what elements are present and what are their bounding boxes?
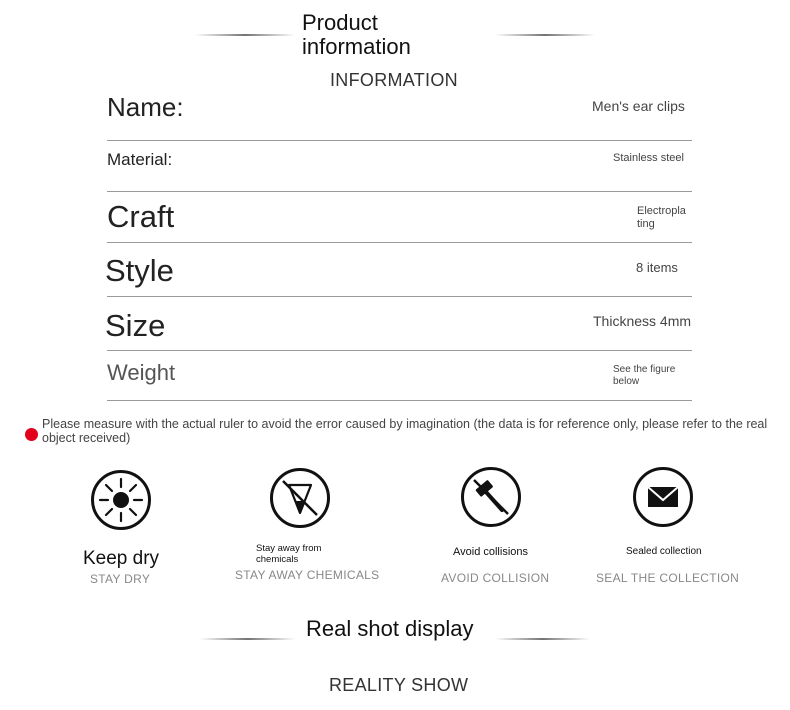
spec-divider [107,140,692,141]
note-dot [25,428,38,441]
spec-divider [107,242,692,243]
footer-left-line [200,638,295,640]
no-hammer-icon [461,467,521,527]
footer-right-line [495,638,590,640]
no-chemicals-icon [270,468,330,528]
sun-icon [91,470,151,530]
page-title: Product information [302,10,411,59]
spec-divider [107,400,692,401]
spec-value-style: 8 items [636,260,678,275]
section-title-real-shot: Real shot display [306,616,474,641]
spec-value-craft: Electropla ting [637,205,686,230]
spec-label-material: Material: [107,150,173,169]
care-subtitle-dry: STAY DRY [90,572,151,586]
envelope-icon [633,467,693,527]
spec-value-size: Thickness 4mm [593,313,692,329]
spec-divider [107,350,692,351]
page-subtitle: INFORMATION [330,70,458,90]
spec-divider [107,296,692,297]
care-subtitle-sealed: SEAL THE COLLECTION [596,571,740,585]
spec-divider [107,191,692,192]
care-title-sealed: Sealed collection [626,546,702,557]
spec-value-weight: See the figure below [613,364,676,387]
spec-label-weight: Weight [107,360,176,385]
spec-label-style: Style [105,253,174,288]
section-subtitle-reality: REALITY SHOW [329,675,469,695]
care-title-collision: Avoid collisions [453,546,529,558]
measurement-note: Please measure with the actual ruler to avoid the error caused by imagination (the data is for reference only, please refer to the real object received) [42,417,768,445]
spec-label-craft: Craft [107,199,175,234]
spec-label-size: Size [105,308,166,343]
spec-value-name: Men's ear clips [592,98,685,114]
spec-value-material: Stainless steel [613,152,684,164]
care-title-dry: Keep dry [83,548,160,569]
care-subtitle-chemicals: STAY AWAY CHEMICALS [235,568,380,582]
header-left-line [195,34,295,36]
header-right-line [495,34,595,36]
care-title-chemicals: Stay away from chemicals [256,543,322,565]
care-subtitle-collision: AVOID COLLISION [441,571,550,585]
spec-label-name: Name: [107,92,184,122]
